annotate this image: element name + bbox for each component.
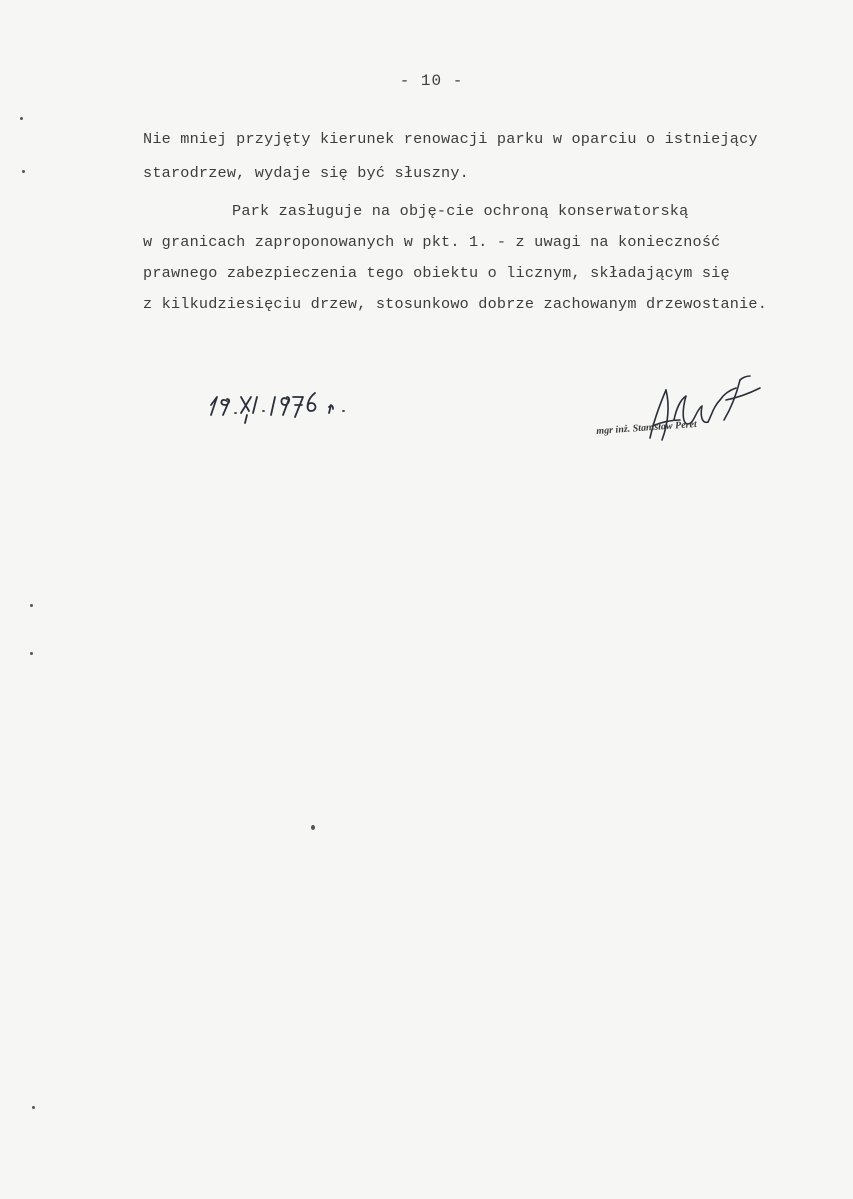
scan-speck [30, 652, 33, 655]
body-line-1: Nie mniej przyjęty kierunek renowacji parku w oparciu o istniejący [143, 130, 758, 148]
name-stamp: mgr inż. Stanisław Peret [596, 418, 698, 437]
scan-speck [20, 117, 23, 120]
scan-speck [311, 825, 315, 830]
body-line-5: prawnego zabezpieczenia tego obiektu o licznym, składającym się [143, 264, 730, 282]
body-line-6: z kilkudziesięciu drzew, stosunkowo dobrze zachowanym drzewostanie. [143, 295, 768, 313]
body-line-4: w granicach zaproponowanych w pkt. 1. - z uwagi na konieczność [143, 233, 721, 251]
body-line-3: Park zasługuje na obję-cie ochroną konserwatorską [232, 202, 689, 220]
scan-speck [30, 604, 33, 607]
scan-speck [22, 170, 25, 173]
page-number: - 10 - [399, 72, 464, 90]
signature [590, 370, 790, 460]
scan-speck [32, 1106, 35, 1109]
handwritten-date [205, 375, 385, 435]
body-line-2: starodrzew, wydaje się być słuszny. [143, 164, 469, 182]
